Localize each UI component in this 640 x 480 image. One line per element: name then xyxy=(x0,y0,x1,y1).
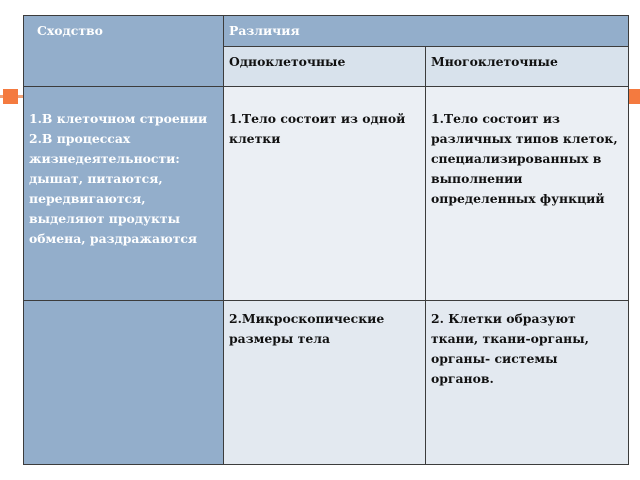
header-multicellular xyxy=(426,47,629,87)
table-row xyxy=(24,87,629,301)
cell-similarity-2 xyxy=(24,301,224,465)
header-similarity-label: Сходство xyxy=(37,23,103,38)
table-header-row xyxy=(24,16,629,47)
multicellular-text: 2. Клетки образуют ткани, ткани-органы, органы- системы органов. xyxy=(431,311,589,386)
comparison-table-container xyxy=(23,15,628,465)
cell-multicellular-2 xyxy=(426,301,629,465)
unicellular-text: 1.Тело состоит из одной клетки xyxy=(229,111,406,146)
multicellular-text: 1.Тело состоит из различных типов клеток, специализированных в выполнении определенных функций xyxy=(431,111,618,206)
header-similarity xyxy=(24,16,224,87)
table-row xyxy=(24,301,629,465)
comparison-table xyxy=(23,15,629,465)
header-unicellular-label: Одноклеточные xyxy=(229,54,346,69)
header-differences-label: Различия xyxy=(229,23,300,38)
header-differences xyxy=(224,16,629,47)
cell-unicellular-1 xyxy=(224,87,426,301)
cell-multicellular-1 xyxy=(426,87,629,301)
unicellular-text: 2.Микроскопические размеры тела xyxy=(229,311,385,346)
header-multicellular-label: Многоклеточные xyxy=(431,54,558,69)
cell-similarity-1 xyxy=(24,87,224,301)
header-unicellular xyxy=(224,47,426,87)
cell-unicellular-2 xyxy=(224,301,426,465)
decorative-orange-square-left xyxy=(3,89,18,104)
similarity-text: 1.В клеточном строении 2.В процессах жизнедеятельности: дышат, питаются, передвигаются, выделяют продукты обмена, раздражаются xyxy=(29,111,208,246)
